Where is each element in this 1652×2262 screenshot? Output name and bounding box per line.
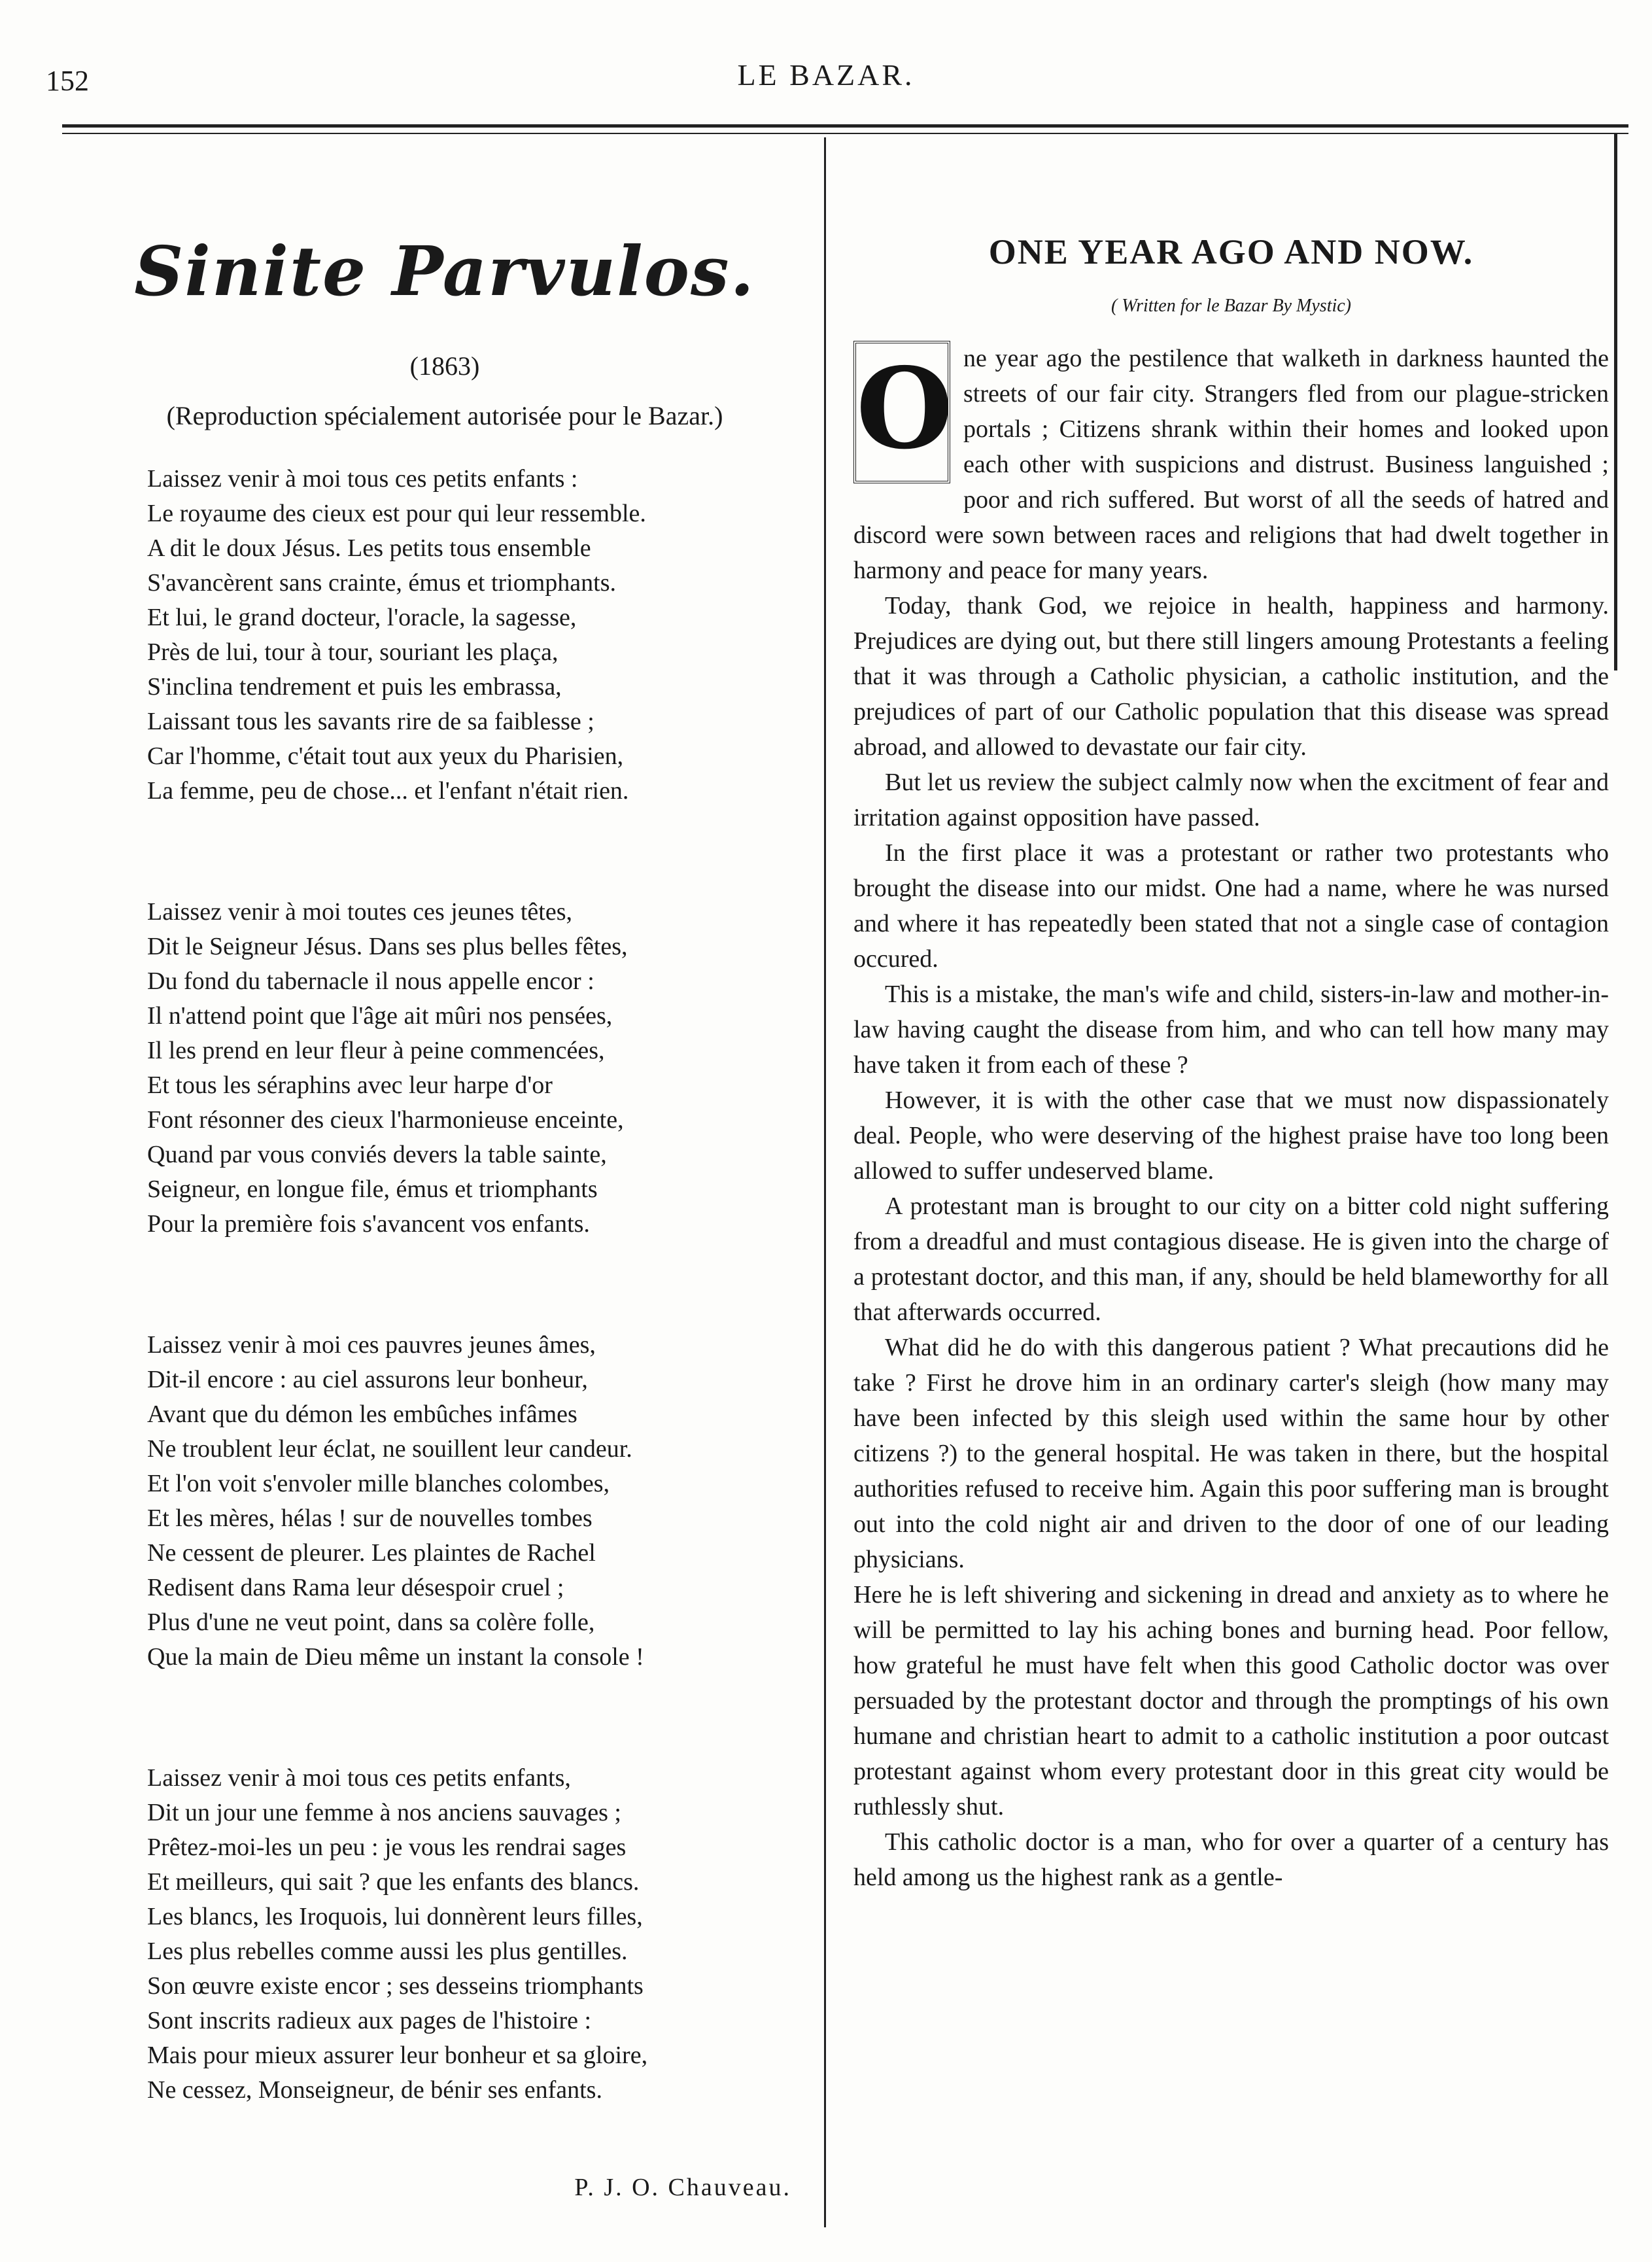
poem-line: Font résonner des cieux l'harmonieuse enceinte,: [147, 1106, 624, 1134]
margin-bar: [1614, 134, 1617, 670]
article-paragraph: [853, 977, 1609, 1083]
article-body: [853, 341, 1609, 1895]
poem-line: S'inclina tendrement et puis les embrassa,: [147, 673, 562, 701]
poem-line: Les blancs, les Iroquois, lui donnèrent leurs filles,: [147, 1903, 643, 1930]
poem-line: A dit le doux Jésus. Les petits tous ensemble: [147, 534, 591, 562]
poem-stanza: [147, 462, 791, 809]
poem-signature: P. J. O. Chauveau.: [574, 2174, 791, 2201]
paragraph-text: What did he do with this dangerous patient ? What precautions did he take ? First he drove him in an ordinary carter's sleigh (how many may have been infected by this sleigh used within the same hour by other citizens ?) to the general hospital. He was taken in there, but the hospital authorities refused to receive him. Again this poor suffering man is brought out into the cold night air and driven to the door of one of our leading physicians.: [853, 1334, 1609, 1573]
poem-line: S'avancèrent sans crainte, émus et triomphants.: [147, 569, 617, 597]
article-column: [853, 226, 1609, 1895]
drop-cap: O: [853, 341, 950, 483]
article-paragraph: [853, 1824, 1609, 1895]
poem-line: Ne cessent de pleurer. Les plaintes de Rachel: [147, 1539, 596, 1567]
poem-line: Et les mères, hélas ! sur de nouvelles tombes: [147, 1505, 593, 1532]
paragraph-text: But let us review the subject calmly now when the excitment of fear and irritation against opposition have passed.: [853, 769, 1609, 831]
poem-line: Laissez venir à moi tous ces petits enfants :: [147, 465, 578, 493]
poem-line: Pour la première fois s'avancent vos enfants.: [147, 1210, 590, 1238]
poem-stanza: [147, 1761, 791, 2108]
poem-year: (1863): [409, 351, 480, 381]
poem-line: Quand par vous conviés devers la table sainte,: [147, 1141, 607, 1168]
poem-line: Il les prend en leur fleur à peine commencées,: [147, 1037, 605, 1064]
poem-line: Le royaume des cieux est pour qui leur ressemble.: [147, 500, 646, 527]
poem-stanza: [147, 1328, 791, 1675]
page-header: [0, 0, 1652, 98]
article-paragraph: [853, 1577, 1609, 1824]
poem-line: Prêtez-moi-les un peu : je vous les rendrai sages: [147, 1834, 627, 1861]
poem-line: Sont inscrits radieux aux pages de l'histoire :: [147, 2007, 592, 2034]
poem-line: La femme, peu de chose... et l'enfant n'était rien.: [147, 777, 629, 805]
header-rule: [62, 124, 1628, 128]
poem-line: Et meilleurs, qui sait ? que les enfants des blancs.: [147, 1868, 640, 1896]
poem-column: [98, 222, 791, 2202]
poem-line: Avant que du démon les embûches infâmes: [147, 1401, 577, 1428]
poem-line: Du fond du tabernacle il nous appelle encor :: [147, 967, 594, 995]
header-rule-thin: [62, 133, 1628, 134]
poem-line: Il n'attend point que l'âge ait mûri nos pensées,: [147, 1002, 613, 1030]
article-title: ONE YEAR AGO AND NOW.: [988, 232, 1474, 271]
poem-line: Ne troublent leur éclat, ne souillent leur candeur.: [147, 1435, 632, 1463]
poem-line: Dit-il encore : au ciel assurons leur bonheur,: [147, 1366, 588, 1393]
poem-line: Et lui, le grand docteur, l'oracle, la sagesse,: [147, 604, 577, 631]
article-lead-paragraph: [853, 341, 1609, 588]
poem-line: Dit un jour une femme à nos anciens sauvages ;: [147, 1799, 621, 1826]
paragraph-text: This catholic doctor is a man, who for over a quarter of a century has held among us the highest rank as a gentle-: [853, 1828, 1609, 1891]
poem-line: Et l'on voit s'envoler mille blanches colombes,: [147, 1470, 610, 1497]
poem-line: Dit le Seigneur Jésus. Dans ses plus belles fêtes,: [147, 933, 628, 960]
poem-stanzas: [147, 462, 791, 2108]
column-divider: [824, 137, 826, 2227]
poem-line: Seigneur, en longue file, émus et triomphants: [147, 1175, 598, 1203]
paragraph-text: In the first place it was a protestant or rather two protestants who brought the disease into our midst. One had a name, where he was nursed and where it has repeatedly been stated that not a single case of contagion occured.: [853, 839, 1609, 973]
paragraph-text: However, it is with the other case that we must now dispassionately deal. People, who were deserving of the highest praise have too long been allowed to suffer undeserved blame.: [853, 1087, 1609, 1185]
poem-line: Laissez venir à moi tous ces petits enfants,: [147, 1764, 571, 1792]
paragraph-text: This is a mistake, the man's wife and child, sisters-in-law and mother-in-law having caught the disease from him, and who can tell how many may have taken it from each of these ?: [853, 981, 1609, 1079]
article-byline: ( Written for le Bazar By Mystic): [1110, 296, 1352, 316]
poem-stanza: [147, 895, 791, 1242]
article-paragraph: [853, 588, 1609, 765]
poem-line: Près de lui, tour à tour, souriant les plaça,: [147, 638, 559, 666]
poem-line: Redisent dans Rama leur désespoir cruel ;: [147, 1574, 564, 1601]
poem-line: Laissez venir à moi ces pauvres jeunes âmes,: [147, 1331, 596, 1359]
paragraph-text: Today, thank God, we rejoice in health, happiness and harmony. Prejudices are dying out, but there still lingers amoung Protestants a feeling that it was through a Catholic physician, a catholic institution, and the prejudices of part of our Catholic population that this disease was spread abroad, and allowed to devastate our fair city.: [853, 592, 1609, 761]
article-paragraph: [853, 1189, 1609, 1330]
poem-line: Les plus rebelles comme aussi les plus gentilles.: [147, 1938, 628, 1965]
poem-line: Laissant tous les savants rire de sa faiblesse ;: [147, 708, 594, 735]
article-paragraph: [853, 1330, 1609, 1577]
running-title: LE BAZAR.: [737, 58, 915, 92]
poem-line: Car l'homme, c'était tout aux yeux du Pharisien,: [147, 742, 624, 770]
paragraph-text: A protestant man is brought to our city on a bitter cold night suffering from a dreadful and must contagious disease. He is given into the charge of a protestant doctor, and this man, if any, should be held blameworthy for all that afterwards occurred.: [853, 1192, 1609, 1326]
poem-line: Laissez venir à moi toutes ces jeunes têtes,: [147, 898, 573, 926]
article-paragraph: [853, 835, 1609, 977]
paragraph-text: Here he is left shivering and sickening in dread and anxiety as to where he will be permitted to lay his aching bones and burning head. Poor fellow, how grateful he must have felt when this good Catholic doctor was over persuaded by the protestant doctor and through the promptings of his own humane and christian heart to admit to a catholic institution a poor outcast protestant against whom every protestant door in this great city would be ruthlessly shut.: [853, 1581, 1609, 1820]
poem-note: (Reproduction spécialement autorisée pour le Bazar.): [166, 401, 723, 430]
poem-line: Son œuvre existe encor ; ses desseins triomphants: [147, 1972, 644, 2000]
article-paragraph: [853, 765, 1609, 835]
page-number: 152: [46, 65, 89, 97]
poem-line: Et tous les séraphins avec leur harpe d'or: [147, 1071, 553, 1099]
poem-line: Plus d'une ne veut point, dans sa colère folle,: [147, 1609, 595, 1636]
poem-line: Ne cessez, Monseigneur, de bénir ses enfants.: [147, 2076, 602, 2104]
paragraph-text: ne year ago the pestilence that walketh in darkness haunted the streets of our fair city. Strangers fled from our plague-stricken portals ; Citizens shrank within their homes and looked upon each other with suspicions and distrust. Business languished ; poor and rich suffered. But worst of all the seeds of hatred and discord were sown between races and religions that had dwelt together in harmony and peace for many years.: [853, 345, 1609, 584]
article-paragraph: [853, 1083, 1609, 1189]
poem-line: Mais pour mieux assurer leur bonheur et sa gloire,: [147, 2042, 648, 2069]
poem-title: Sinite Parvulos.: [134, 231, 755, 311]
poem-line: Que la main de Dieu même un instant la console !: [147, 1643, 644, 1671]
